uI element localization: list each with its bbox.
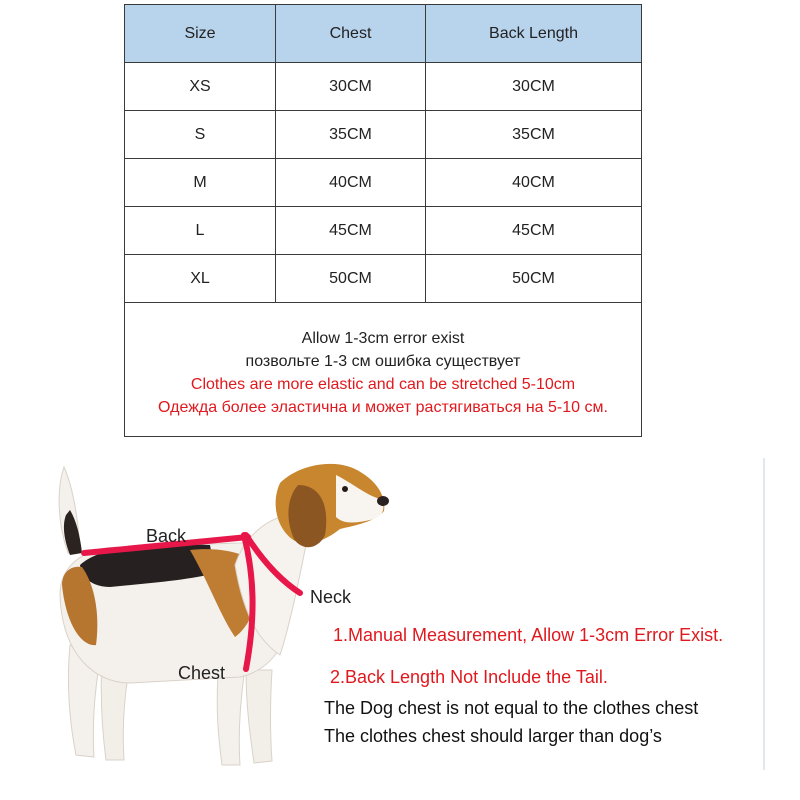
instruction-back-length: 2.Back Length Not Include the Tail. [330, 667, 608, 687]
note-elastic-ru: Одежда более эластична и может растягиваться на 5-10 см. [158, 398, 608, 416]
cell-chest: 35CM [276, 111, 426, 159]
cell-back-length: 40CM [426, 159, 642, 207]
note-elastic-en: Clothes are more elastic and can be stretched 5-10cm [190, 375, 576, 393]
cell-size: L [125, 207, 276, 255]
note-error-en: Allow 1-3cm error exist [301, 329, 465, 347]
cell-back-length: 50CM [426, 255, 642, 303]
label-back: Back [146, 526, 187, 546]
cell-chest: 45CM [276, 207, 426, 255]
label-neck: Neck [310, 587, 352, 607]
instruction-chest-note: The Dog chest is not equal to the clothes chest [324, 698, 699, 718]
cell-back-length: 30CM [426, 63, 642, 111]
cell-back-length: 45CM [426, 207, 642, 255]
header-back-length: Back Length [426, 5, 642, 63]
table-row [125, 63, 642, 111]
instruction-measurement: 1.Manual Measurement, Allow 1-3cm Error Exist. [333, 625, 724, 645]
notes-cell [125, 303, 642, 437]
header-chest: Chest [276, 5, 426, 63]
cell-back-length: 35CM [426, 111, 642, 159]
size-chart-table [124, 4, 642, 437]
cell-size: XL [125, 255, 276, 303]
table-row [125, 255, 642, 303]
instruction-chest-larger: The clothes chest should larger than dog’s [324, 726, 662, 746]
cell-chest: 30CM [276, 63, 426, 111]
cell-chest: 50CM [276, 255, 426, 303]
table-row [125, 111, 642, 159]
divider [763, 458, 765, 770]
label-chest: Chest [178, 663, 226, 683]
table-row [125, 159, 642, 207]
header-size: Size [125, 5, 276, 63]
cell-chest: 40CM [276, 159, 426, 207]
cell-size: XS [125, 63, 276, 111]
note-error-ru: позвольте 1-3 см ошибка существует [245, 352, 521, 370]
cell-size: S [125, 111, 276, 159]
notes-row [125, 303, 642, 437]
cell-size: M [125, 159, 276, 207]
table-row [125, 207, 642, 255]
table-header-row [125, 5, 642, 63]
